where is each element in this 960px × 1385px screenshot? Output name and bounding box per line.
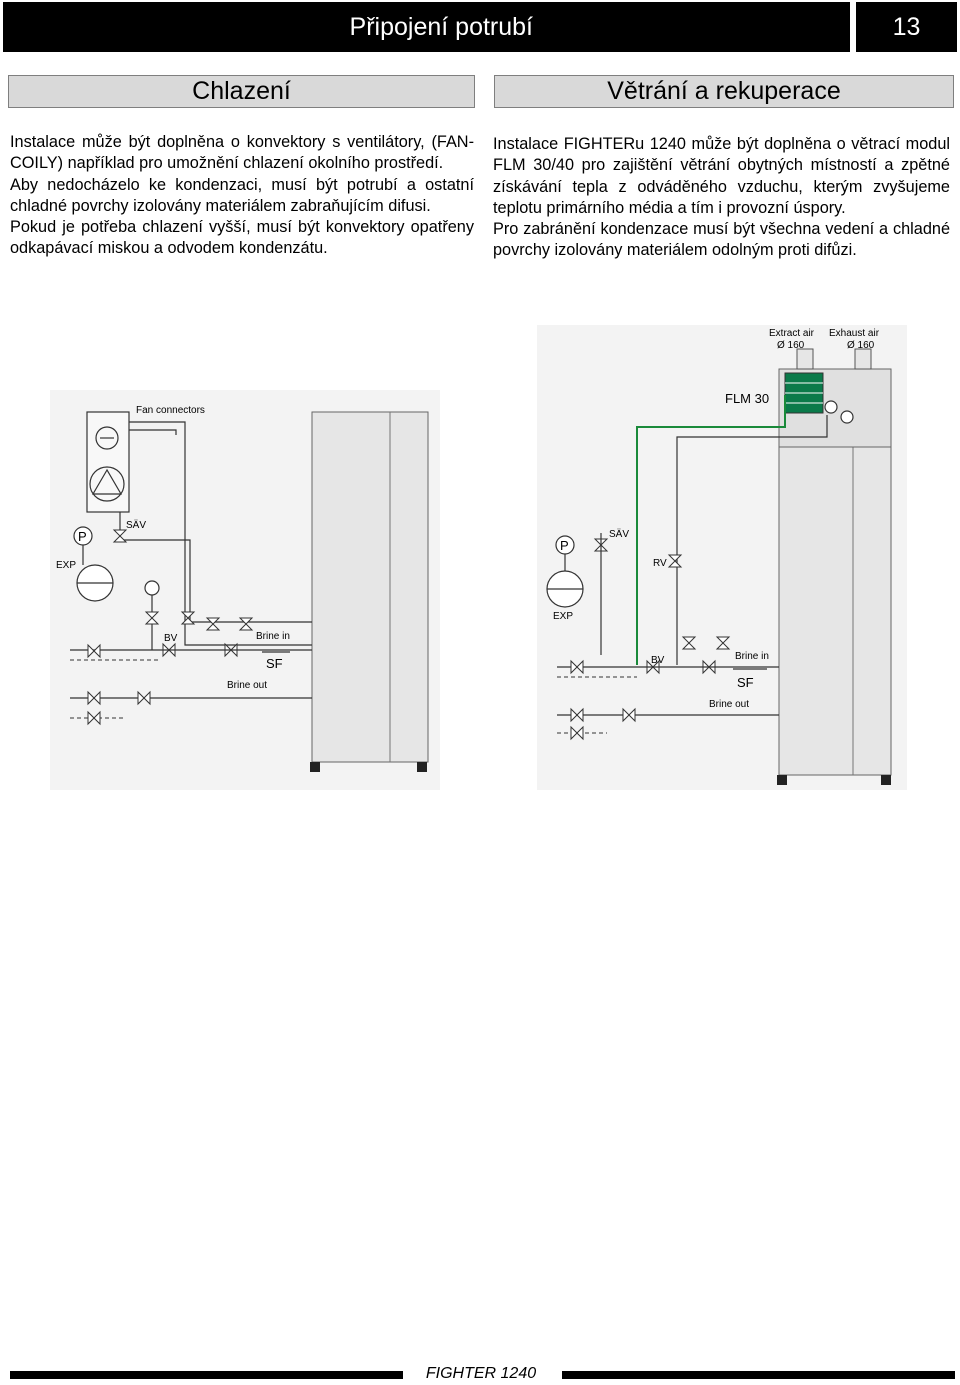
footer-bar-right xyxy=(562,1371,955,1379)
section-heading-cooling: Chlazení xyxy=(8,75,475,108)
label-brine-out: Brine out xyxy=(227,680,268,691)
page-title: Připojení potrubí xyxy=(3,2,850,52)
footer-text: FIGHTER 1240 xyxy=(425,1365,537,1382)
label-bv: BV xyxy=(164,633,178,644)
label-exp: EXP xyxy=(56,560,77,571)
label-bv-right: BV xyxy=(651,655,665,666)
page-number: 13 xyxy=(856,2,957,52)
label-extract-air: Extract air xyxy=(769,328,815,339)
label-pressure-gauge-right: P xyxy=(560,538,569,553)
label-exhaust-diameter: Ø 160 xyxy=(847,340,875,351)
cooling-paragraph-1: Instalace může být doplněna o konvektory s ventilátory, (FAN-COILY) například pro umožnění chlazení okolního prostředí. xyxy=(10,133,474,173)
cooling-paragraph-2: Aby nedocházelo ke kondenzaci, musí být potrubí a ostatní chladné povrchy izolovány materiálem zabraňujícím difusi. xyxy=(10,175,474,215)
cooling-text xyxy=(10,132,474,260)
label-extract-diameter: Ø 160 xyxy=(777,340,805,351)
ventilation-paragraph-2: Pro zabránění kondenzace musí být všechna vedení a chladné povrchy izolovány materiálem odolným proti difůzi. xyxy=(493,220,950,260)
label-rv: RV xyxy=(653,558,667,569)
fan-convector-diagram xyxy=(50,390,440,790)
label-exhaust-air: Exhaust air xyxy=(829,328,880,339)
ventilation-text xyxy=(493,134,950,262)
section-heading-ventilation: Větrání a rekuperace xyxy=(494,75,954,108)
ventilation-paragraph-1: Instalace FIGHTERu 1240 může být doplněna o větrací modul FLM 30/40 pro zajištění větrání obytných místností a zpětné získávání tepla z odváděného vzduchu, kterým zvyšujeme teplotu primárního média a tím i provozní úspory. xyxy=(493,135,950,217)
label-flm: FLM 30 xyxy=(725,391,770,406)
label-brine-out-right: Brine out xyxy=(709,699,750,710)
label-sav-right: SÄV xyxy=(609,529,630,540)
footer-bar-left xyxy=(10,1371,403,1379)
label-fan-convectors: Fan connectors xyxy=(136,405,205,416)
label-sf-right: SF xyxy=(737,675,754,690)
label-exp-right: EXP xyxy=(553,611,574,622)
label-brine-in: Brine in xyxy=(256,631,290,642)
label-sav: SÄV xyxy=(126,520,147,531)
label-brine-in-right: Brine in xyxy=(735,651,769,662)
label-pressure-gauge: P xyxy=(78,529,87,544)
ventilation-module-diagram xyxy=(537,325,907,790)
cooling-paragraph-3: Pokud je potřeba chlazení vyšší, musí být konvektory opatřeny odkapávací miskou a odvodem kondenzátu. xyxy=(10,218,474,258)
label-sf: SF xyxy=(266,656,283,671)
